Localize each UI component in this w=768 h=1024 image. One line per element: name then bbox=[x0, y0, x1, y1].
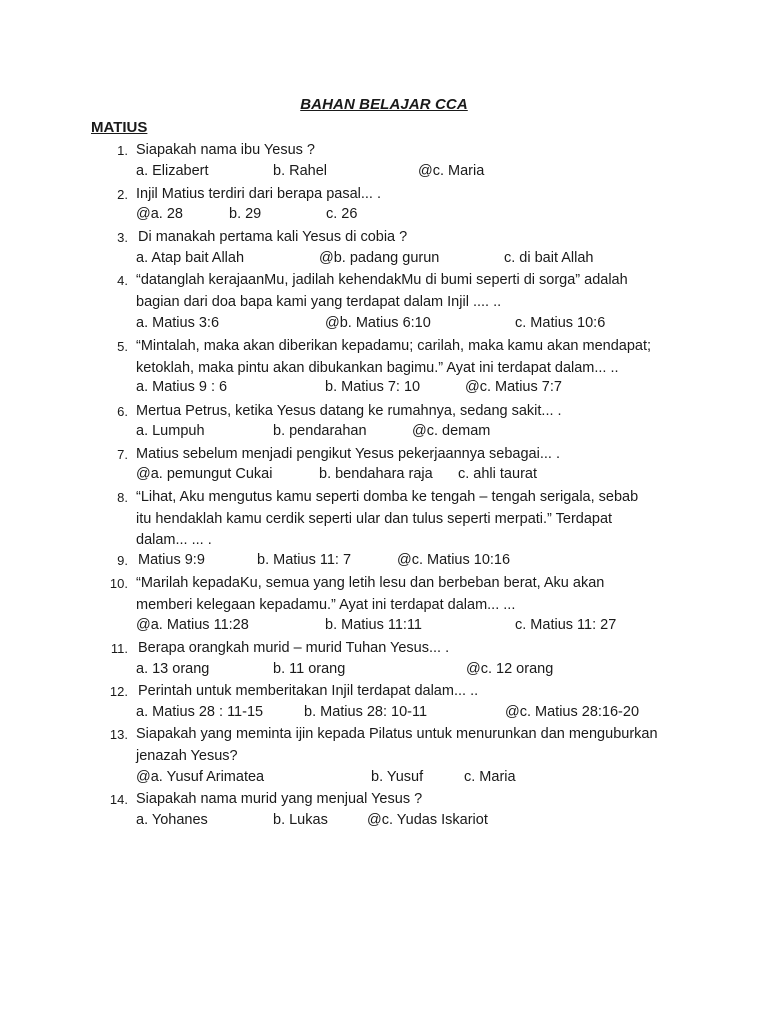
answer-option: c. 26 bbox=[326, 206, 358, 222]
section-heading: MATIUS bbox=[91, 119, 148, 136]
question-text: “Mintalah, maka akan diberikan kepadamu; carilah, maka kamu akan mendapat; bbox=[136, 338, 652, 354]
question-number: 3. bbox=[117, 230, 128, 245]
correct-answer-option: @c. 12 orang bbox=[466, 661, 554, 677]
question-number: 9. bbox=[117, 553, 128, 568]
correct-answer-option: @b. padang gurun bbox=[319, 250, 440, 266]
question-text: memberi kelegaan kepadamu.” Ayat ini terdapat dalam... ... bbox=[136, 596, 516, 613]
answer-option: a. Matius 28 : 11-15 bbox=[136, 704, 264, 720]
question-text: Matius sebelum menjadi pengikut Yesus pekerjaannya sebagai... . bbox=[136, 446, 560, 462]
question-text: bagian dari doa bapa kami yang terdapat dalam Injil .... .. bbox=[136, 293, 502, 310]
document-title: BAHAN BELAJAR CCA bbox=[300, 96, 468, 113]
question-text: Siapakah nama murid yang menjual Yesus ? bbox=[136, 791, 423, 807]
answer-option: b. Rahel bbox=[273, 163, 328, 179]
answer-option: b. bendahara raja bbox=[319, 466, 433, 482]
question-text: jenazah Yesus? bbox=[136, 747, 238, 764]
question-number: 14. bbox=[109, 792, 128, 807]
correct-answer-option: @a. Matius 11:28 bbox=[136, 617, 249, 633]
question-number: 1. bbox=[117, 143, 128, 158]
question-number: 12. bbox=[109, 684, 128, 699]
question-text: Di manakah pertama kali Yesus di cobia ? bbox=[138, 229, 408, 245]
question-number: 4. bbox=[117, 273, 128, 288]
answer-option: b. Matius 11:11 bbox=[325, 617, 422, 633]
question-text: Siapakah yang meminta ijin kepada Pilatus untuk menurunkan dan menguburkan bbox=[136, 726, 658, 742]
question-text: “Marilah kepadaKu, semua yang letih lesu dan berbeban berat, Aku akan bbox=[136, 575, 605, 591]
correct-answer-option: @a. 28 bbox=[136, 206, 183, 222]
answer-option: c. Matius 10:6 bbox=[515, 315, 606, 331]
answer-option: b. 29 bbox=[229, 206, 262, 222]
answer-option: a. Matius 3:6 bbox=[136, 315, 220, 331]
answer-option: a. Yohanes bbox=[136, 812, 208, 828]
question-number: 8. bbox=[117, 490, 128, 505]
correct-answer-option: @c. Matius 28:16-20 bbox=[505, 704, 640, 720]
answer-option: b. pendarahan bbox=[273, 423, 367, 439]
correct-answer-option: @c. Matius 7:7 bbox=[465, 379, 562, 395]
answer-option: a. Lumpuh bbox=[136, 423, 205, 439]
question-text: Berapa orangkah murid – murid Tuhan Yesus... . bbox=[138, 640, 450, 656]
question-text: dalam... ... . bbox=[136, 532, 212, 549]
answer-option: c. di bait Allah bbox=[504, 250, 594, 266]
question-number: 11. bbox=[110, 641, 128, 656]
correct-answer-option: @c. demam bbox=[412, 423, 491, 439]
correct-answer-option: @c. Yudas Iskariot bbox=[367, 812, 488, 828]
correct-answer-option: @b. Matius 6:10 bbox=[325, 315, 431, 331]
correct-answer-option: @a. pemungut Cukai bbox=[136, 466, 273, 482]
question-number: 10. bbox=[109, 576, 128, 591]
answer-option: a. Atap bait Allah bbox=[136, 250, 245, 266]
question-text: “datanglah kerajaanMu, jadilah kehendakMu di bumi seperti di sorga” adalah bbox=[136, 272, 628, 288]
answer-option: b. Matius 11: 7 bbox=[257, 552, 352, 568]
question-number: 6. bbox=[117, 404, 128, 419]
answer-option: a. 13 orang bbox=[136, 661, 210, 677]
answer-option: a. Matius 9 : 6 bbox=[136, 379, 228, 395]
answer-option: c. Maria bbox=[464, 769, 516, 785]
answer-option: b. Yusuf bbox=[371, 769, 424, 785]
answer-option: b. Matius 28: 10-11 bbox=[304, 704, 428, 720]
question-text: Injil Matius terdiri dari berapa pasal... . bbox=[136, 186, 381, 202]
question-text: Siapakah nama ibu Yesus ? bbox=[136, 142, 315, 158]
answer-option: c. ahli taurat bbox=[458, 466, 537, 482]
answer-option: b. Matius 7: 10 bbox=[325, 379, 421, 395]
question-number: 13. bbox=[109, 727, 128, 742]
correct-answer-option: @c. Matius 10:16 bbox=[397, 552, 511, 568]
correct-answer-option: @c. Maria bbox=[418, 163, 485, 179]
question-number: 2. bbox=[117, 187, 128, 202]
question-number: 5. bbox=[117, 339, 128, 354]
answer-option: b. 11 orang bbox=[273, 661, 346, 677]
question-text: Mertua Petrus, ketika Yesus datang ke rumahnya, sedang sakit... . bbox=[136, 403, 562, 419]
answer-option: c. Matius 11: 27 bbox=[515, 617, 617, 633]
question-text: ketoklah, maka pintu akan dibukankan bagimu.” Ayat ini terdapat dalam... .. bbox=[136, 359, 619, 376]
question-text: itu hendaklah kamu cerdik seperti ular dan tulus seperti merpati.” Terdapat bbox=[136, 510, 613, 527]
question-text: Perintah untuk memberitakan Injil terdapat dalam... .. bbox=[138, 683, 479, 699]
answer-option: a. Elizabert bbox=[136, 163, 209, 179]
question-number: 7. bbox=[117, 447, 128, 462]
answer-option: Matius 9:9 bbox=[138, 552, 205, 568]
correct-answer-option: @a. Yusuf Arimatea bbox=[136, 769, 265, 785]
answer-option: b. Lukas bbox=[273, 812, 328, 828]
question-text: “Lihat, Aku mengutus kamu seperti domba ke tengah – tengah serigala, sebab bbox=[136, 489, 639, 505]
